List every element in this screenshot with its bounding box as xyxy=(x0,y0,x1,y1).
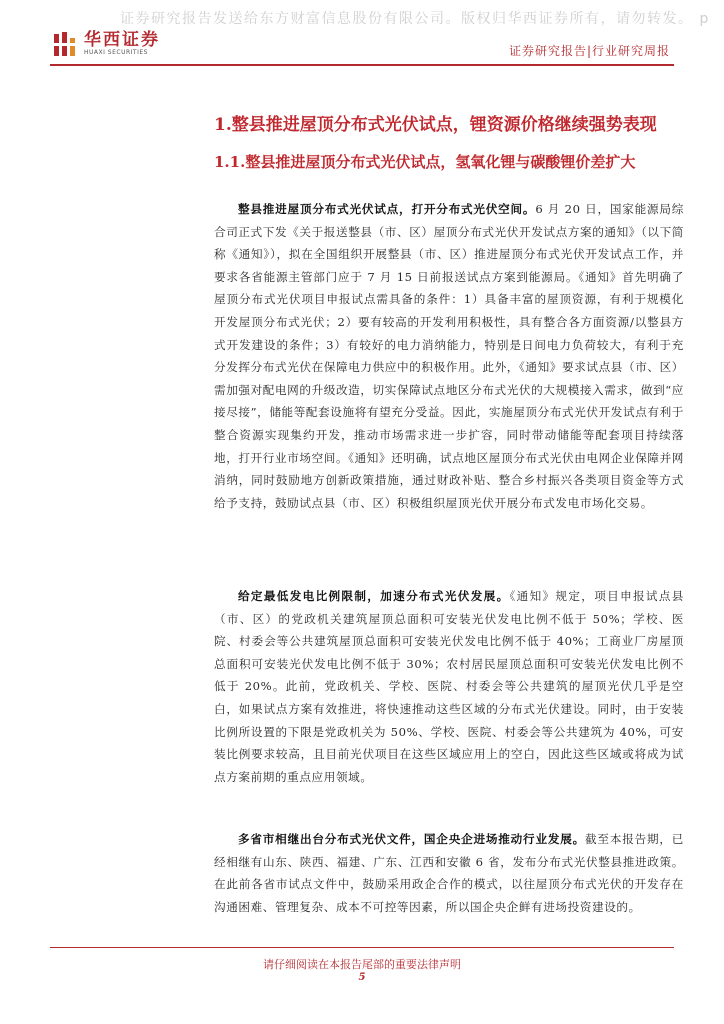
paragraph-rooftop-pilot xyxy=(214,198,684,514)
legal-notice: 请仔细阅读在本报告尾部的重要法律声明 xyxy=(263,958,461,971)
paragraph-body: 《通知》规定，项目申报试点县（市、区）的党政机关建筑屋顶总面积可安装光伏发电比例不低于 50%；学校、医院、村委会等公共建筑屋顶总面积可安装光伏发电比例不低于 40%；工商业厂房屋顶总面积可安装光伏发电比例不低于 30%；农村居民屋顶总面积可安装光伏发电比例不低于 20%。此前，党政机关、学校、医院、村委会等公共建筑的屋顶光伏几乎是空白，如果试点方案有效推进，将快速推动这些区域的分布式光伏建设。同时，由于安装比例所设置的下限是党政机关为 50%、学校、医院、村委会等公共建筑为 40%，可安装比例要求较高，且目前光伏项目在这些区域应用上的空白，因此这些区域或将成为试点方案前期的重点应用领域。 xyxy=(214,589,684,784)
footer-divider xyxy=(50,947,674,948)
header-divider xyxy=(50,64,674,66)
paragraph-lead: 多省市相继出台分布式光伏文件，国企央企进场推动行业发展。 xyxy=(238,832,586,846)
watermark-text: 证券研究报告发送给东方财富信息股份有限公司。版权归华西证券所有，请勿转发。 p xyxy=(120,11,710,27)
section-heading: 1.整县推进屋顶分布式光伏试点，锂资源价格继续强势表现 xyxy=(214,115,657,135)
logo-name: 华西证券 xyxy=(84,30,160,50)
paragraph-lead: 整县推进屋顶分布式光伏试点，打开分布式光伏空间。 xyxy=(238,202,536,216)
report-type-label: 证券研究报告|行业研究周报 xyxy=(508,44,670,58)
paragraph-min-ratio xyxy=(214,585,684,788)
logo-mark-icon xyxy=(52,30,78,58)
paragraph-body: 6 月 20 日，国家能源局综合司正式下发《关于报送整县（市、区）屋顶分布式光伏开发试点方案的通知》（以下简称《通知》），拟在全国组织开展整县（市、区）推进屋顶分布式光伏开发试点工作，并要求各省能源主管部门应于 7 月 15 日前报送试点方案到能源局。《通知》首先明确了屋顶分布式光伏项目申报试点需具备的条件：1）具备丰富的屋顶资源，有利于规模化开发屋顶分布式光伏；2）要有较高的开发利用积极性，具有整合各方面资源/以整县方式开发建设的条件；3）有较好的电力消纳能力，特别是日间电力负荷较大，有利于充分发挥分布式光伏在保障电力供应中的积极作用。此外，《通知》要求试点县（市、区）需加强对配电网的升级改造，切实保障试点地区分布式光伏的大规模接入需求，做到“应接尽接”，储能等配套设施将有望充分受益。因此，实施屋顶分布式光伏开发试点有利于整合资源实现集约开发，推动市场需求进一步扩容，同时带动储能等配套项目持续落地，打开行业市场空间。《通知》还明确，试点地区屋顶分布式光伏由电网企业保障并网消纳，同时鼓励地方创新政策措施，通过财政补贴、整合乡村振兴各类项目资金等方式给予支持，鼓励试点县（市、区）积极组织屋顶光伏开展分布式发电市场化交易。 xyxy=(214,202,684,510)
paragraph-lead: 给定最低发电比例限制，加速分布式光伏发展。 xyxy=(238,589,510,603)
paragraph-provinces xyxy=(214,828,684,918)
subsection-heading: 1.1.整县推进屋顶分布式光伏试点，氢氧化锂与碳酸锂价差扩大 xyxy=(214,153,636,171)
logo-english-name: HUAXI SECURITIES xyxy=(84,49,148,56)
page-number: 5 xyxy=(358,972,366,983)
company-logo xyxy=(52,30,160,58)
paragraph-body: 截至本报告期，已经相继有山东、陕西、福建、广东、江西和安徽 6 省，发布分布式光伏整县推进政策。在此前各省市试点文件中，鼓励采用政企合作的模式，以往屋顶分布式光伏的开发存在沟通困难、管理复杂、成本不可控等因素，所以国企央企鲜有进场投资建设的。 xyxy=(214,832,684,914)
